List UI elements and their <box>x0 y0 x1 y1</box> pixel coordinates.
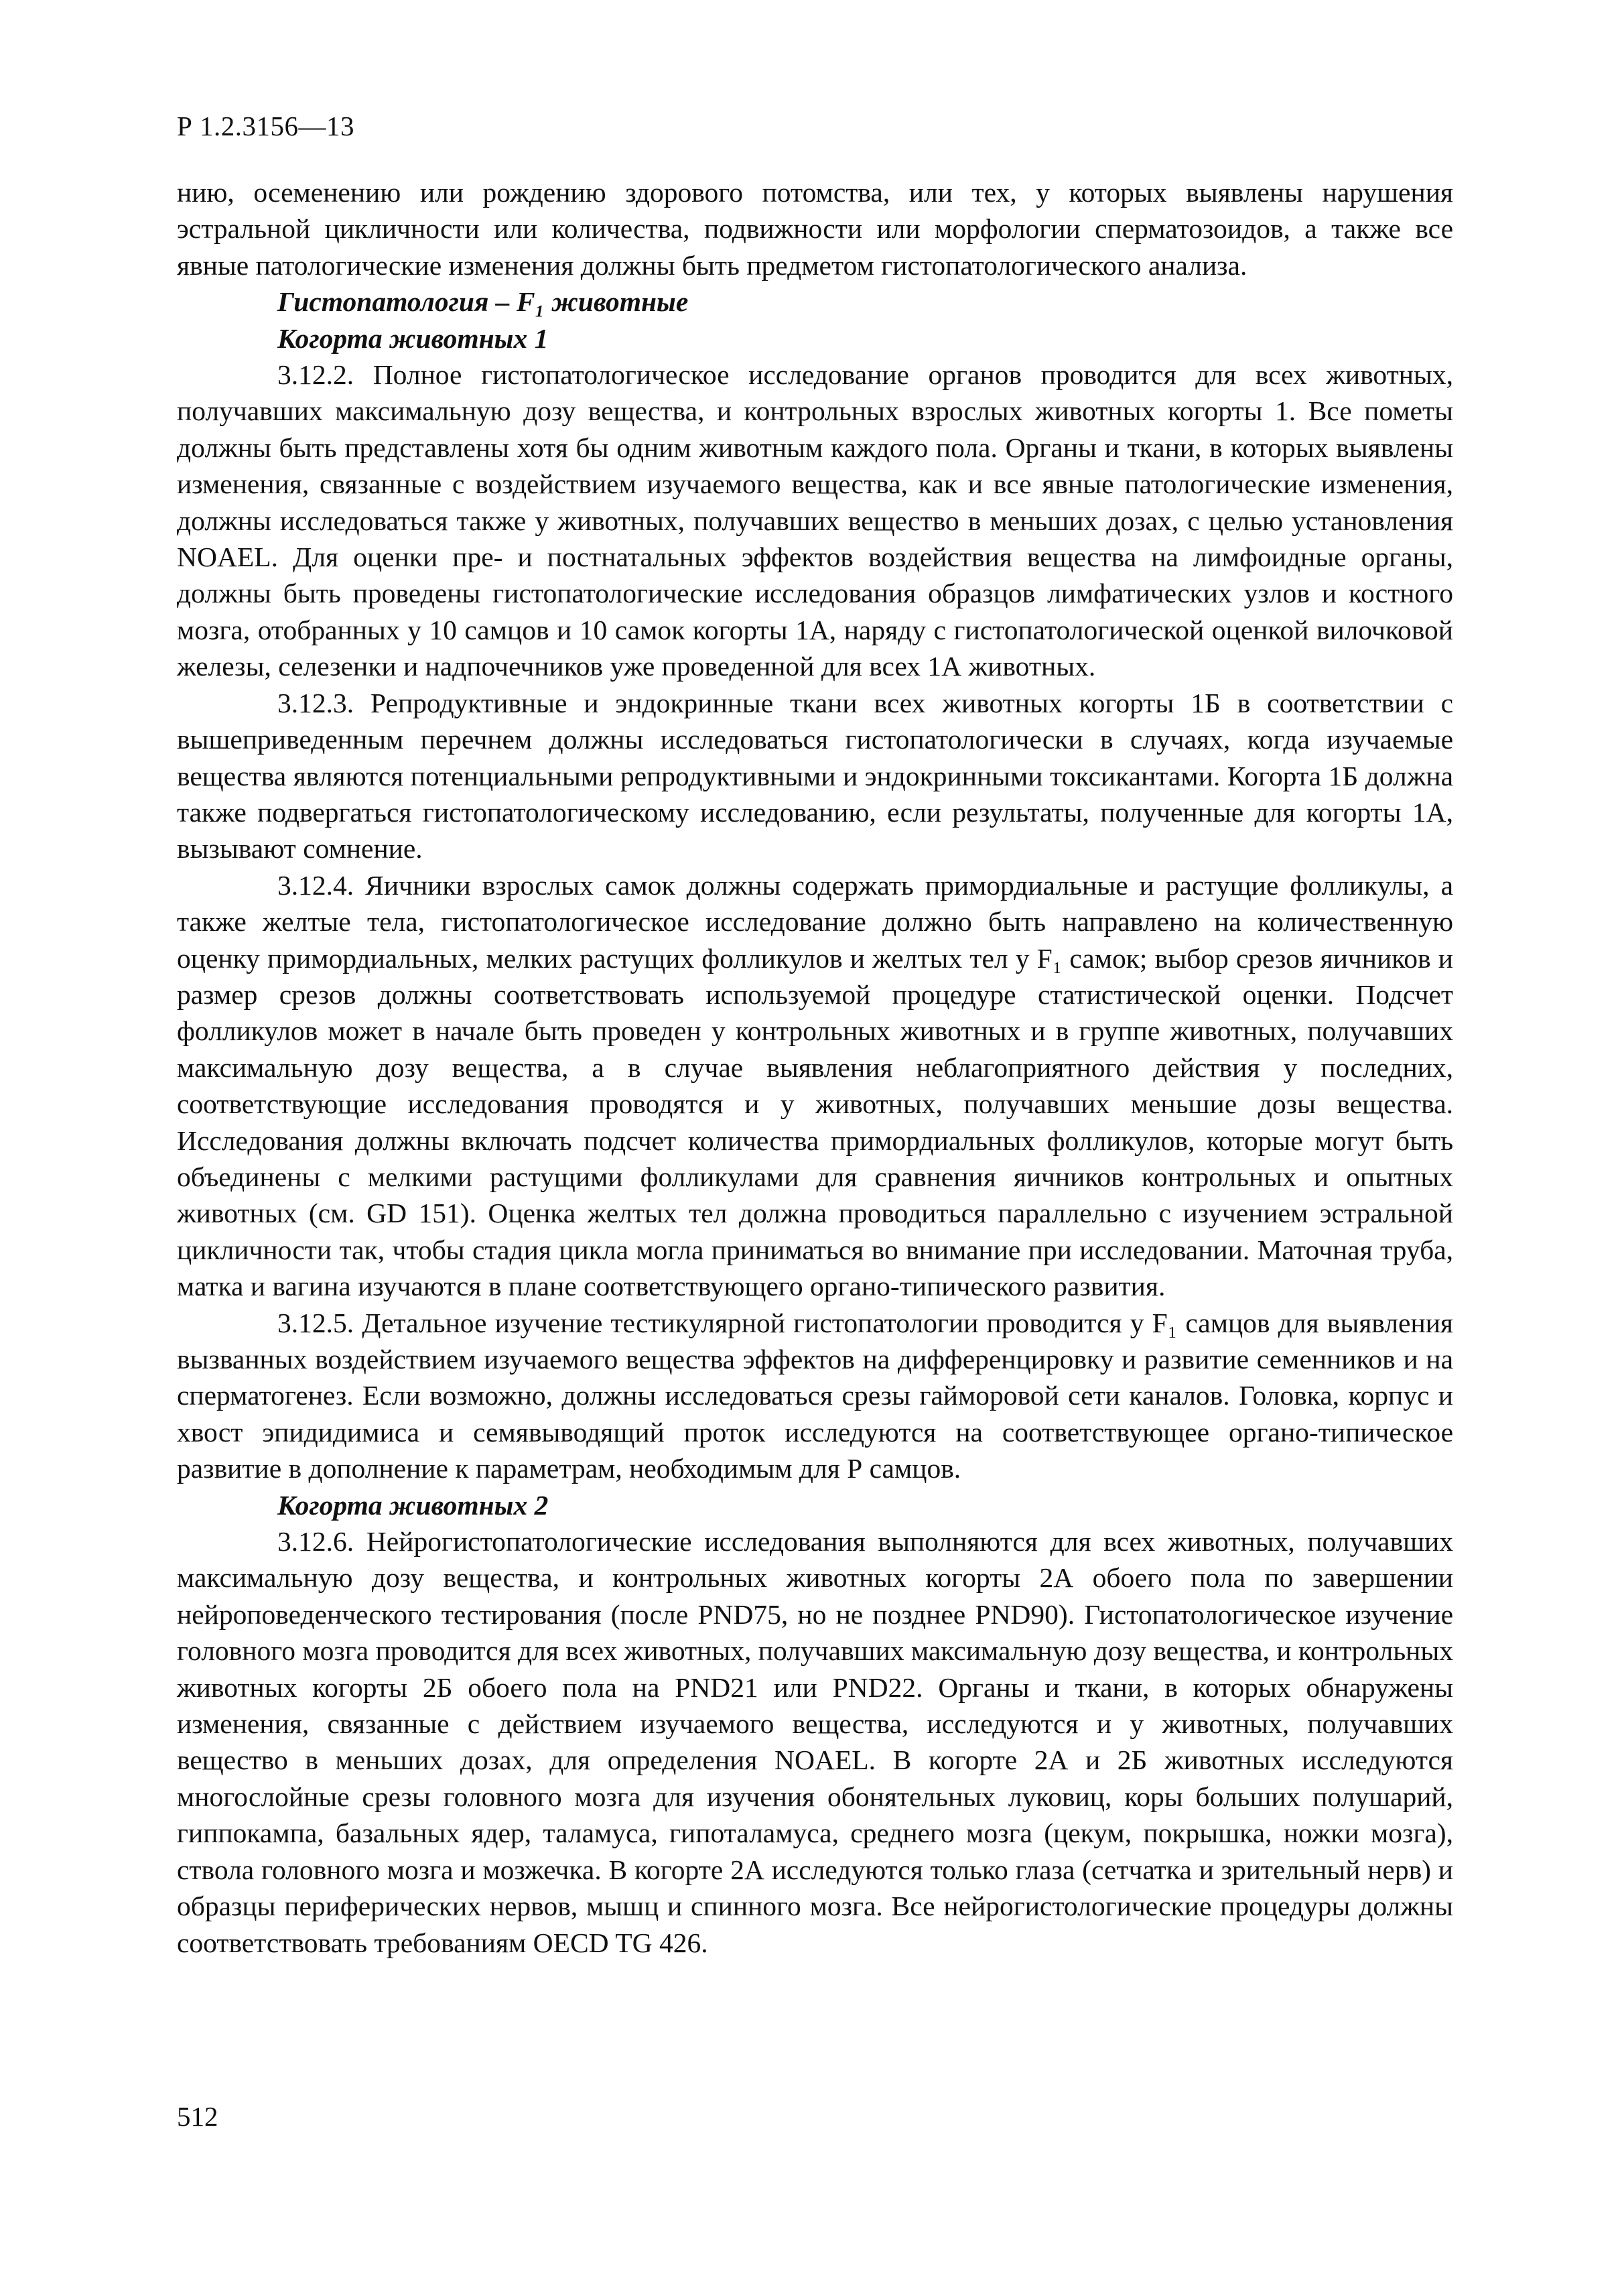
subsection-heading-cohort-2: Когорта животных 2 <box>277 1489 549 1521</box>
document-body <box>177 174 1453 1961</box>
paragraph-3-12-6: 3.12.6. Нейрогистопатологические исследования выполняются для всех животных, получавших максимальную дозу вещества, и контрольных животных когорты 2А обоего пола по завершении нейроповеденческого тестирования (после PND75, но не позднее PND90). Гистопатологическое изучение головного мозга проводится для всех животных, получавших максимальную дозу вещества, и контрольных животных когорты 2Б обоего пола на PND21 или PND22. Органы и ткани, в которых обнаружены изменения, связанные с действием изучаемого вещества, исследуются и у животных, получавших вещество в меньших дозах, для определения NOAEL. В когорте 2А и 2Б животных исследуются многослойные срезы головного мозга для изучения обонятельных луковиц, коры больших полушарий, гиппокампа, базальных ядер, таламуса, гипоталамуса, среднего мозга (цекум, покрышка, ножки мозга), ствола головного мозга и мозжечка. В когорте 2А исследуются только глаза (сетчатка и зрительный нерв) и образцы периферических нервов, мышц и спинного мозга. Все нейрогистологические процедуры должны соответствовать требованиям OECD TG 426. <box>177 1526 1453 1958</box>
document-code-header: Р 1.2.3156—13 <box>177 111 355 141</box>
subsection-heading-cohort-1: Когорта животных 1 <box>277 322 549 354</box>
paragraph-3-12-4: 3.12.4. Яичники взрослых самок должны содержать примордиальные и растущие фолликулы, а также желтые тела, гистопатологическое исследование должно быть направлено на количественную оценку примордиальных, мелких растущих фолликулов и желтых тел у F₁ самок; выбор срезов яичников и размер срезов должны соответствовать используемой процедуре статистической оценки. Подсчет фолликулов может в начале быть проведен у контрольных животных и в группе животных, получавших максимальную дозу вещества, а в случае выявления неблагоприятного действия у последних, соответствующие исследования проводятся и у животных, получавших меньшие дозы вещества. Исследования должны включать подсчет количества примордиальных фолликулов, которые могут быть объединены с мелкими растущими фолликулами для сравнения яичников контрольных и опытных животных (см. GD 151). Оценка желтых тел должна проводиться параллельно с изучением эстральной цикличности так, чтобы стадия цикла могла приниматься во внимание при исследовании. Маточная труба, матка и вагина изучаются в плане соответствующего органо-типического развития. <box>177 869 1453 1302</box>
paragraph-3-12-3: 3.12.3. Репродуктивные и эндокринные ткани всех животных когорты 1Б в соответствии с вышеприведенным перечнем должны исследоваться гистопатологически в случаях, когда изучаемые вещества являются потенциальными репродуктивными и эндокринными токсикантами. Когорта 1Б должна также подвергаться гистопатологическому исследованию, если результаты, полученные для когорты 1А, вызывают сомнение. <box>177 687 1453 865</box>
paragraph-continuation: нию, осеменению или рождению здорового потомства, или тех, у которых выявлены нарушения эстральной цикличности или количества, подвижности или морфологии сперматозоидов, а также все явные патологические изменения должны быть предметом гистопатологического анализа. <box>177 177 1453 281</box>
paragraph-3-12-2: 3.12.2. Полное гистопатологическое исследование органов проводится для всех животных, получавших максимальную дозу вещества, и контрольных взрослых животных когорты 1. Все пометы должны быть представлены хотя бы одним животным каждого пола. Органы и ткани, в которых выявлены изменения, связанные с воздействием изучаемого вещества, как и все явные патологические изменения, должны исследоваться также у животных, получавших вещество в меньших дозах, с целью установления NOAEL. Для оценки пре- и постнатальных эффектов воздействия вещества на лимфоидные органы, должны быть проведены гистопатологические исследования образцов лимфатических узлов и костного мозга, отобранных у 10 самцов и 10 самок когорты 1А, наряду с гистопатологической оценкой вилочковой железы, селезенки и надпочечников уже проведенной для всех 1А животных. <box>177 359 1453 682</box>
page-number: 512 <box>177 2101 218 2132</box>
section-heading-histopathology: Гистопатология – F₁ животные <box>277 286 689 318</box>
paragraph-3-12-5: 3.12.5. Детальное изучение тестикулярной гистопатологии проводится у F₁ самцов для выявления вызванных воздействием изучаемого вещества эффектов на дифференцировку и развитие семенников и на сперматогенез. Если возможно, должны исследоваться срезы гайморовой сети каналов. Головка, корпус и хвост эпидидимиса и семявыводящий проток исследуются на соответствующее органо-типическое развитие в дополнение к параметрам, необходимым для Р самцов. <box>177 1307 1453 1484</box>
